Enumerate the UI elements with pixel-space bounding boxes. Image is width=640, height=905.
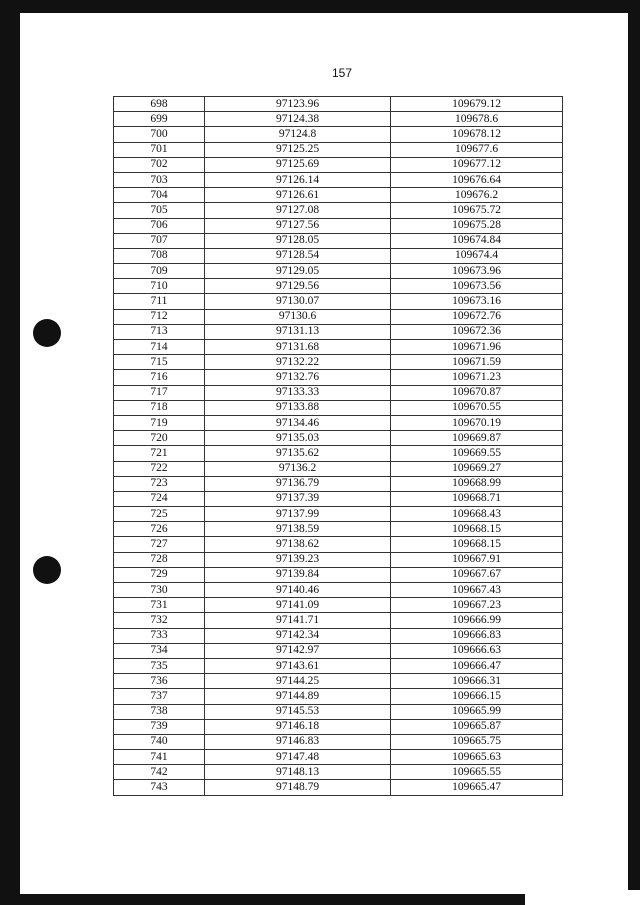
point-id-cell: 721 (114, 446, 205, 461)
table-row (114, 142, 563, 157)
y-coordinate-cell: 109667.67 (391, 567, 563, 582)
y-coordinate-cell: 109678.6 (391, 112, 563, 127)
point-id-cell: 735 (114, 658, 205, 673)
point-id-cell: 733 (114, 628, 205, 643)
table-row (114, 385, 563, 400)
y-coordinate-cell: 109668.99 (391, 476, 563, 491)
point-id-cell: 699 (114, 112, 205, 127)
y-coordinate-cell: 109670.87 (391, 385, 563, 400)
y-coordinate-cell: 109666.83 (391, 628, 563, 643)
x-coordinate-cell: 97146.83 (205, 734, 391, 749)
punch-hole-bottom (33, 556, 61, 584)
x-coordinate-cell: 97139.84 (205, 567, 391, 582)
y-coordinate-cell: 109671.96 (391, 340, 563, 355)
x-coordinate-cell: 97132.22 (205, 355, 391, 370)
point-id-cell: 742 (114, 765, 205, 780)
y-coordinate-cell: 109670.19 (391, 415, 563, 430)
coordinates-table (113, 96, 563, 796)
y-coordinate-cell: 109665.55 (391, 765, 563, 780)
y-coordinate-cell: 109674.4 (391, 248, 563, 263)
y-coordinate-cell: 109676.64 (391, 172, 563, 187)
point-id-cell: 740 (114, 734, 205, 749)
point-id-cell: 736 (114, 674, 205, 689)
table-row (114, 264, 563, 279)
point-id-cell: 732 (114, 613, 205, 628)
table-row (114, 172, 563, 187)
x-coordinate-cell: 97138.62 (205, 537, 391, 552)
point-id-cell: 734 (114, 643, 205, 658)
point-id-cell: 705 (114, 203, 205, 218)
y-coordinate-cell: 109672.76 (391, 309, 563, 324)
table-row (114, 491, 563, 506)
point-id-cell: 718 (114, 400, 205, 415)
point-id-cell: 722 (114, 461, 205, 476)
y-coordinate-cell: 109668.15 (391, 522, 563, 537)
table-row (114, 400, 563, 415)
point-id-cell: 706 (114, 218, 205, 233)
point-id-cell: 707 (114, 233, 205, 248)
table-row (114, 461, 563, 476)
table-row (114, 294, 563, 309)
table-row (114, 537, 563, 552)
point-id-cell: 712 (114, 309, 205, 324)
x-coordinate-cell: 97124.8 (205, 127, 391, 142)
y-coordinate-cell: 109673.96 (391, 264, 563, 279)
point-id-cell: 708 (114, 248, 205, 263)
x-coordinate-cell: 97135.03 (205, 431, 391, 446)
y-coordinate-cell: 109677.12 (391, 157, 563, 172)
table-row (114, 446, 563, 461)
y-coordinate-cell: 109675.28 (391, 218, 563, 233)
y-coordinate-cell: 109673.16 (391, 294, 563, 309)
x-coordinate-cell: 97133.88 (205, 400, 391, 415)
table-body (114, 97, 563, 796)
x-coordinate-cell: 97148.13 (205, 765, 391, 780)
point-id-cell: 715 (114, 355, 205, 370)
point-id-cell: 709 (114, 264, 205, 279)
x-coordinate-cell: 97142.97 (205, 643, 391, 658)
x-coordinate-cell: 97148.79 (205, 780, 391, 795)
y-coordinate-cell: 109672.36 (391, 324, 563, 339)
point-id-cell: 731 (114, 598, 205, 613)
point-id-cell: 713 (114, 324, 205, 339)
table-row (114, 340, 563, 355)
x-coordinate-cell: 97128.54 (205, 248, 391, 263)
point-id-cell: 741 (114, 750, 205, 765)
table-row (114, 112, 563, 127)
point-id-cell: 739 (114, 719, 205, 734)
y-coordinate-cell: 109670.55 (391, 400, 563, 415)
point-id-cell: 702 (114, 157, 205, 172)
y-coordinate-cell: 109668.15 (391, 537, 563, 552)
point-id-cell: 730 (114, 583, 205, 598)
point-id-cell: 737 (114, 689, 205, 704)
table-row (114, 324, 563, 339)
x-coordinate-cell: 97142.34 (205, 628, 391, 643)
x-coordinate-cell: 97130.6 (205, 309, 391, 324)
y-coordinate-cell: 109678.12 (391, 127, 563, 142)
table-row (114, 552, 563, 567)
point-id-cell: 738 (114, 704, 205, 719)
scan-border-bottom (0, 894, 525, 905)
x-coordinate-cell: 97126.14 (205, 172, 391, 187)
table-row (114, 658, 563, 673)
x-coordinate-cell: 97128.05 (205, 233, 391, 248)
x-coordinate-cell: 97129.56 (205, 279, 391, 294)
point-id-cell: 723 (114, 476, 205, 491)
x-coordinate-cell: 97146.18 (205, 719, 391, 734)
x-coordinate-cell: 97136.79 (205, 476, 391, 491)
x-coordinate-cell: 97144.89 (205, 689, 391, 704)
y-coordinate-cell: 109677.6 (391, 142, 563, 157)
table-row (114, 203, 563, 218)
y-coordinate-cell: 109667.23 (391, 598, 563, 613)
point-id-cell: 700 (114, 127, 205, 142)
table-row (114, 598, 563, 613)
x-coordinate-cell: 97133.33 (205, 385, 391, 400)
x-coordinate-cell: 97136.2 (205, 461, 391, 476)
table-row (114, 97, 563, 112)
table-row (114, 127, 563, 142)
table-row (114, 780, 563, 795)
point-id-cell: 743 (114, 780, 205, 795)
y-coordinate-cell: 109667.43 (391, 583, 563, 598)
table-row (114, 567, 563, 582)
scan-border-top (8, 0, 640, 13)
point-id-cell: 726 (114, 522, 205, 537)
x-coordinate-cell: 97130.07 (205, 294, 391, 309)
x-coordinate-cell: 97137.39 (205, 491, 391, 506)
x-coordinate-cell: 97126.61 (205, 188, 391, 203)
point-id-cell: 716 (114, 370, 205, 385)
point-id-cell: 710 (114, 279, 205, 294)
y-coordinate-cell: 109665.99 (391, 704, 563, 719)
point-id-cell: 701 (114, 142, 205, 157)
scan-border-left (0, 0, 20, 905)
point-id-cell: 728 (114, 552, 205, 567)
x-coordinate-cell: 97127.08 (205, 203, 391, 218)
x-coordinate-cell: 97134.46 (205, 415, 391, 430)
y-coordinate-cell: 109666.47 (391, 658, 563, 673)
point-id-cell: 717 (114, 385, 205, 400)
y-coordinate-cell: 109666.99 (391, 613, 563, 628)
table-row (114, 613, 563, 628)
x-coordinate-cell: 97144.25 (205, 674, 391, 689)
point-id-cell: 704 (114, 188, 205, 203)
x-coordinate-cell: 97147.48 (205, 750, 391, 765)
x-coordinate-cell: 97131.68 (205, 340, 391, 355)
table-row (114, 248, 563, 263)
table-row (114, 370, 563, 385)
table-row (114, 355, 563, 370)
x-coordinate-cell: 97123.96 (205, 97, 391, 112)
x-coordinate-cell: 97127.56 (205, 218, 391, 233)
x-coordinate-cell: 97125.25 (205, 142, 391, 157)
punch-hole-top (33, 319, 61, 347)
x-coordinate-cell: 97131.13 (205, 324, 391, 339)
table-row (114, 507, 563, 522)
y-coordinate-cell: 109679.12 (391, 97, 563, 112)
point-id-cell: 698 (114, 97, 205, 112)
table-row (114, 765, 563, 780)
y-coordinate-cell: 109666.63 (391, 643, 563, 658)
table-row (114, 188, 563, 203)
table-row (114, 674, 563, 689)
y-coordinate-cell: 109669.87 (391, 431, 563, 446)
y-coordinate-cell: 109668.43 (391, 507, 563, 522)
y-coordinate-cell: 109676.2 (391, 188, 563, 203)
table-row (114, 583, 563, 598)
y-coordinate-cell: 109669.27 (391, 461, 563, 476)
x-coordinate-cell: 97137.99 (205, 507, 391, 522)
table-row (114, 643, 563, 658)
x-coordinate-cell: 97138.59 (205, 522, 391, 537)
table-row (114, 734, 563, 749)
x-coordinate-cell: 97145.53 (205, 704, 391, 719)
point-id-cell: 703 (114, 172, 205, 187)
y-coordinate-cell: 109674.84 (391, 233, 563, 248)
table-row (114, 279, 563, 294)
table-row (114, 431, 563, 446)
y-coordinate-cell: 109667.91 (391, 552, 563, 567)
table-row (114, 309, 563, 324)
x-coordinate-cell: 97140.46 (205, 583, 391, 598)
x-coordinate-cell: 97141.09 (205, 598, 391, 613)
table-row (114, 750, 563, 765)
table-row (114, 628, 563, 643)
y-coordinate-cell: 109666.31 (391, 674, 563, 689)
y-coordinate-cell: 109671.59 (391, 355, 563, 370)
table-row (114, 415, 563, 430)
y-coordinate-cell: 109665.75 (391, 734, 563, 749)
point-id-cell: 719 (114, 415, 205, 430)
table-row (114, 689, 563, 704)
point-id-cell: 714 (114, 340, 205, 355)
x-coordinate-cell: 97139.23 (205, 552, 391, 567)
y-coordinate-cell: 109669.55 (391, 446, 563, 461)
table-row (114, 157, 563, 172)
table-row (114, 719, 563, 734)
point-id-cell: 720 (114, 431, 205, 446)
y-coordinate-cell: 109665.63 (391, 750, 563, 765)
x-coordinate-cell: 97125.69 (205, 157, 391, 172)
x-coordinate-cell: 97135.62 (205, 446, 391, 461)
table-row (114, 476, 563, 491)
x-coordinate-cell: 97129.05 (205, 264, 391, 279)
x-coordinate-cell: 97132.76 (205, 370, 391, 385)
table-row (114, 233, 563, 248)
table-row (114, 218, 563, 233)
table-row (114, 522, 563, 537)
x-coordinate-cell: 97141.71 (205, 613, 391, 628)
point-id-cell: 725 (114, 507, 205, 522)
y-coordinate-cell: 109665.47 (391, 780, 563, 795)
y-coordinate-cell: 109673.56 (391, 279, 563, 294)
page-number: 157 (331, 66, 353, 80)
x-coordinate-cell: 97124.38 (205, 112, 391, 127)
scan-border-right (628, 0, 640, 890)
point-id-cell: 729 (114, 567, 205, 582)
y-coordinate-cell: 109668.71 (391, 491, 563, 506)
y-coordinate-cell: 109665.87 (391, 719, 563, 734)
point-id-cell: 724 (114, 491, 205, 506)
point-id-cell: 727 (114, 537, 205, 552)
table-row (114, 704, 563, 719)
x-coordinate-cell: 97143.61 (205, 658, 391, 673)
y-coordinate-cell: 109666.15 (391, 689, 563, 704)
y-coordinate-cell: 109671.23 (391, 370, 563, 385)
point-id-cell: 711 (114, 294, 205, 309)
y-coordinate-cell: 109675.72 (391, 203, 563, 218)
